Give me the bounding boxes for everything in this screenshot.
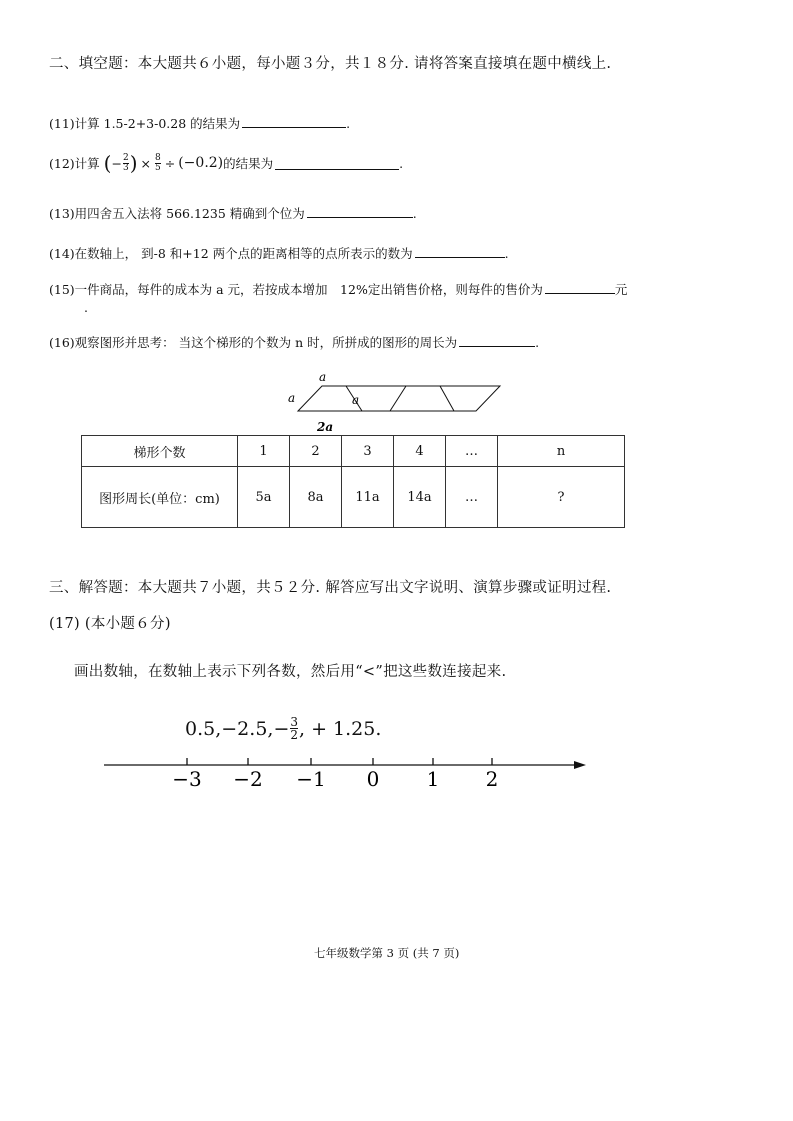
question-12-end: . bbox=[399, 155, 404, 171]
fraction-denominator: 5 bbox=[155, 162, 161, 173]
perimeter-table bbox=[81, 435, 625, 528]
tick-label: −1 bbox=[296, 767, 326, 791]
table-cell: 1 bbox=[238, 436, 290, 467]
answer-blank-13[interactable] bbox=[307, 204, 413, 218]
answer-blank-12[interactable] bbox=[275, 156, 399, 170]
fraction-8-5 bbox=[155, 154, 161, 173]
question-16-text: (16)观察图形并思考： 当这个梯形的个数为 n 时，所拼成的图形的周长为 bbox=[49, 335, 458, 350]
tick-label: 2 bbox=[485, 767, 499, 791]
section-3-heading: 三、解答题：本大题共７小题，共５２分. 解答应写出文字说明、演算步骤或证明过程. bbox=[49, 580, 612, 596]
question-17-label: (17) (本小题６分) bbox=[49, 616, 171, 632]
numbers-list bbox=[185, 716, 381, 741]
table-row bbox=[82, 436, 625, 467]
question-12: (12)计算 ( − $\frac{2}{3}$ ) × $\frac{8}{5}$ ÷ (−0.2) 的结果为 . bbox=[49, 151, 404, 175]
fraction-denominator: 3 bbox=[122, 162, 129, 173]
label-bottom-2a: 2a bbox=[317, 420, 334, 434]
page-footer: 七年级数学第 3 页 (共 7 页) bbox=[314, 946, 460, 960]
table-cell: 4 bbox=[394, 436, 446, 467]
number-neg-2-5: −2.5, bbox=[221, 717, 274, 740]
question-16 bbox=[49, 333, 539, 351]
fraction-denominator: 2 bbox=[290, 728, 299, 742]
table-cell: 2 bbox=[290, 436, 342, 467]
fraction-3-2 bbox=[290, 716, 298, 741]
tick-label: 0 bbox=[366, 767, 380, 791]
fraction-numerator: 3 bbox=[290, 715, 299, 729]
table-cell: … bbox=[446, 436, 498, 467]
table-cell: 3 bbox=[342, 436, 394, 467]
tick-label: −3 bbox=[172, 767, 202, 791]
question-13 bbox=[49, 204, 417, 222]
times-sign: × bbox=[140, 155, 151, 171]
question-17-text: 画出数轴，在数轴上表示下列各数，然后用“<”把这些数连接起来. bbox=[74, 664, 507, 680]
table-row bbox=[82, 467, 625, 528]
question-11 bbox=[49, 114, 350, 132]
arrow-right-icon bbox=[574, 761, 586, 769]
tick-label: −2 bbox=[233, 767, 263, 791]
number-0-5: 0.5, bbox=[185, 717, 222, 740]
question-12-suffix: 的结果为 bbox=[223, 156, 274, 171]
fraction-numerator: 8 bbox=[155, 152, 161, 163]
number-line bbox=[100, 752, 595, 797]
trapezoid-figure bbox=[280, 366, 520, 436]
number-neg-sign: − bbox=[273, 717, 290, 740]
paren-expression: (−0.2) bbox=[178, 155, 224, 171]
section-2-heading: 二、填空题：本大题共６小题，每小题３分，共１８分. 请将答案直接填在题中横线上. bbox=[49, 56, 612, 72]
question-13-end: . bbox=[412, 206, 417, 221]
question-15-end: . bbox=[84, 300, 88, 315]
question-14 bbox=[49, 244, 509, 262]
trapezoid-divider bbox=[390, 386, 406, 411]
table-cell: 11a bbox=[342, 467, 394, 528]
table-cell: 14a bbox=[394, 467, 446, 528]
question-11-end: . bbox=[346, 116, 351, 131]
question-14-end: . bbox=[504, 246, 509, 261]
question-11-text: (11)计算 1.5-2+3-0.28 的结果为 bbox=[49, 116, 241, 131]
table-cell: 图形周长(单位：cm) bbox=[82, 467, 238, 528]
tick-label: 1 bbox=[426, 767, 440, 791]
minus-sign: − bbox=[111, 155, 122, 171]
table-cell: 8a bbox=[290, 467, 342, 528]
answer-blank-11[interactable] bbox=[242, 114, 346, 128]
question-13-text: (13)用四舍五入法将 566.1235 精确到个位为 bbox=[49, 206, 305, 221]
number-plus-1-25: + 1.25. bbox=[311, 717, 382, 740]
label-inner-a: a bbox=[352, 393, 360, 407]
answer-blank-15[interactable] bbox=[545, 280, 615, 294]
table-cell: ? bbox=[498, 467, 625, 528]
table-cell: 梯形个数 bbox=[82, 436, 238, 467]
table-cell: n bbox=[498, 436, 625, 467]
comma: , bbox=[299, 717, 306, 740]
answer-blank-14[interactable] bbox=[415, 244, 505, 258]
question-16-end: . bbox=[535, 335, 540, 350]
question-12-prefix: (12)计算 bbox=[49, 156, 100, 171]
answer-blank-16[interactable] bbox=[459, 333, 535, 347]
fraction-numerator: 2 bbox=[122, 152, 129, 163]
table-cell: 5a bbox=[238, 467, 290, 528]
question-15-unit: 元 bbox=[614, 282, 628, 297]
question-15-text: (15)一件商品，每件的成本为 a 元，若按成本增加 12%定出销售价格，则每件的售价为 bbox=[49, 282, 543, 297]
fraction-2-3 bbox=[123, 154, 129, 173]
label-top-a: a bbox=[319, 370, 327, 384]
trapezoid-outline bbox=[298, 386, 500, 411]
divide-sign: ÷ bbox=[164, 155, 176, 171]
question-15 bbox=[49, 280, 627, 298]
question-14-text: (14)在数轴上， 到-8 和+12 两个点的距离相等的点所表示的数为 bbox=[49, 246, 413, 261]
trapezoid-divider bbox=[440, 386, 454, 411]
label-left-a: a bbox=[288, 391, 296, 405]
table-cell: … bbox=[446, 467, 498, 528]
